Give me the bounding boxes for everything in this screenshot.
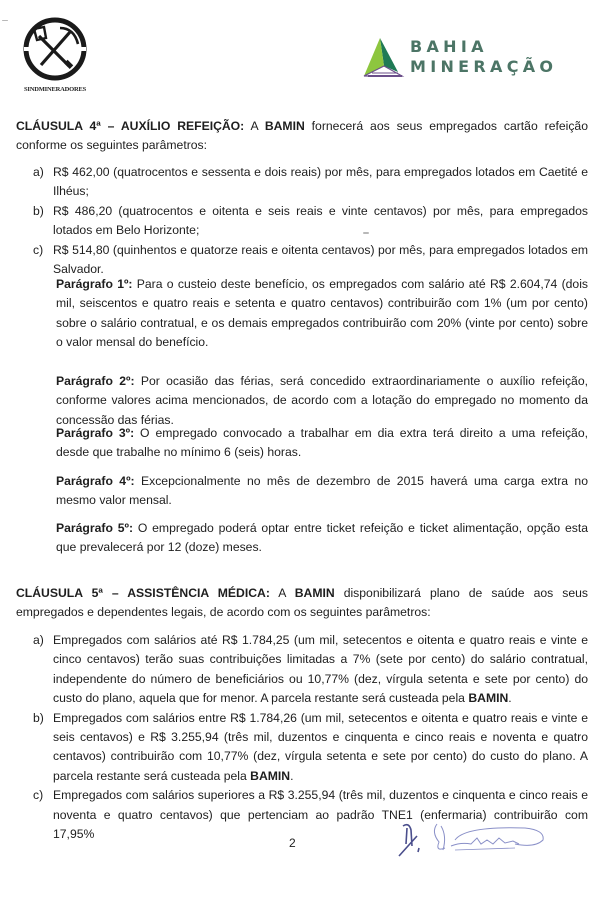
- paragraph-label: Parágrafo 2º:: [56, 374, 135, 388]
- list-item-text: Empregados com salários superiores a R$ 3.255,94 (três mil, duzentos e cinquenta e cinco reais e noventa e quatro centavos) que pertenciam ao padrão TNE1 (enfermaria) contribuirão com 17,95%: [53, 788, 588, 842]
- paragraph-label: Parágrafo 4º:: [56, 474, 135, 488]
- paragraph-text: Excepcionalmente no mês de dezembro de 2015 haverá uma carga extra no mesmo valor mensal.: [56, 474, 588, 508]
- list-item: [33, 163, 588, 202]
- sindmineradores-label: SINDMINERADORES: [23, 86, 86, 93]
- scan-speck: [363, 232, 369, 234]
- paragraph-text: Por ocasião das férias, será concedido extraordinariamente o auxílio refeição, conforme valores acima mencionados, de acordo com a lotação do empregado no momento da concessão das férias.: [56, 374, 588, 427]
- paragraph-label: Parágrafo 5º:: [56, 521, 134, 535]
- list-item-text: Empregados com salários até R$ 1.784,25 (um mil, setecentos e oitenta e quatro reais e vinte e cinco centavos) terão suas contribuições limitadas a 7% (sete por cento) do salário contratual, independente do número de beneficiários ou 10,77% (dez, vírgula setenta e sete por cento) do custo do plano, aquela que for menor. A parcela restante será custeada pela: [53, 633, 588, 706]
- paragraph-1: [56, 275, 588, 353]
- paragraph-3: [56, 424, 588, 463]
- list-item-text: Empregados com salários entre R$ 1.784,26 (um mil, setecentos e oitenta e quatro reais e vinte e seis centavos) e R$ 3.255,94 (três mil, duzentos e cinquenta e cinco reais e noventa e quatro centavos) contribuirão com 10,77% (dez, vírgula setenta e sete por cento) do custo do plano. A parcela restante será custeada pela: [53, 710, 588, 783]
- clause-5-title: CLÁUSULA 5ª – ASSISTÊNCIA MÉDICA:: [16, 586, 270, 600]
- list-item-text: R$ 514,80 (quinhentos e quatorze reais e oitenta centavos) por mês, para empregados lotados em Salvador.: [53, 242, 588, 277]
- list-item-tail: .: [290, 768, 294, 783]
- sindmineradores-logo: [22, 16, 88, 98]
- brand-name: [410, 37, 557, 77]
- list-item-text: R$ 462,00 (quatrocentos e sessenta e dois reais) por mês, para empregados lotados em Caetité e Ilhéus;: [53, 165, 588, 199]
- company-name: BAMIN: [250, 768, 291, 783]
- list-item: [33, 241, 588, 280]
- signatures: [395, 818, 575, 873]
- paragraph-text: O empregado convocado a trabalhar em dia extra terá direito a uma refeição, desde que trabalhe no mínimo 6 (seis) horas.: [56, 426, 588, 460]
- scan-speck: [2, 20, 8, 21]
- list-marker: c): [33, 788, 44, 803]
- list-item-text: R$ 486,20 (quatrocentos e oitenta e seis reais e vinte centavos) por mês, para empregados lotados em Belo Horizonte;: [53, 203, 588, 238]
- clause-5-intro-a: A: [269, 586, 295, 600]
- paragraph-text: Para o custeio deste benefício, os empregados com salário até R$ 2.604,74 (dois mil, seiscentos e quatro reais e setenta e quatro centavos) contribuirão com 1% (um por cento) sobre o salário contratual, e os demais empregados contribuirão com 20% (vinte por cento) sobre o valor mensal do benefício.: [56, 277, 588, 350]
- clause-5-list: [33, 631, 588, 844]
- clause-4-intro-a: A: [244, 119, 265, 133]
- clause-5-heading: [16, 584, 588, 623]
- company-name: BAMIN: [264, 119, 305, 133]
- list-marker: a): [33, 633, 44, 647]
- clause-5-intro-b: disponibilizará plano de saúde aos seus empregados e dependentes legais, de acordo com os seguintes parâmetros:: [16, 586, 588, 620]
- brand-line-1: BAHIA: [410, 37, 488, 56]
- paragraph-4: [56, 472, 588, 511]
- crossed-shovel-pickaxe-icon: [22, 16, 88, 82]
- list-item: [33, 709, 588, 787]
- clause-4-intro-b: fornecerá aos seus empregados cartão refeição conforme os seguintes parâmetros:: [16, 119, 588, 153]
- paragraph-label: Parágrafo 3º:: [56, 426, 135, 440]
- clause-4-title: CLÁUSULA 4ª – AUXÍLIO REFEIÇÃO:: [16, 119, 245, 133]
- paragraph-2: [56, 372, 588, 430]
- paragraph-5: [56, 519, 588, 558]
- paragraph-text: O empregado poderá optar entre ticket refeição e ticket alimentação, opção esta que prevalecerá por 12 (doze) meses.: [56, 521, 588, 555]
- list-marker: b): [33, 203, 44, 218]
- clause-4-list: [33, 163, 588, 279]
- handwritten-signature-icon: [395, 818, 575, 868]
- list-marker: a): [33, 165, 44, 179]
- list-item: [33, 631, 588, 709]
- list-marker: b): [33, 710, 44, 725]
- company-name: BAMIN: [294, 586, 335, 600]
- brand-line-2: MINERAÇÃO: [410, 57, 558, 76]
- bahia-mineracao-logo: [358, 34, 558, 86]
- list-item-tail: .: [508, 691, 512, 706]
- page-number: 2: [289, 836, 296, 850]
- company-name: BAMIN: [468, 691, 509, 706]
- list-item: [33, 202, 588, 241]
- clause-4-heading: [16, 117, 588, 156]
- triangle-mountain-icon: [358, 36, 406, 80]
- list-marker: c): [33, 242, 44, 257]
- paragraph-label: Parágrafo 1º:: [56, 277, 133, 291]
